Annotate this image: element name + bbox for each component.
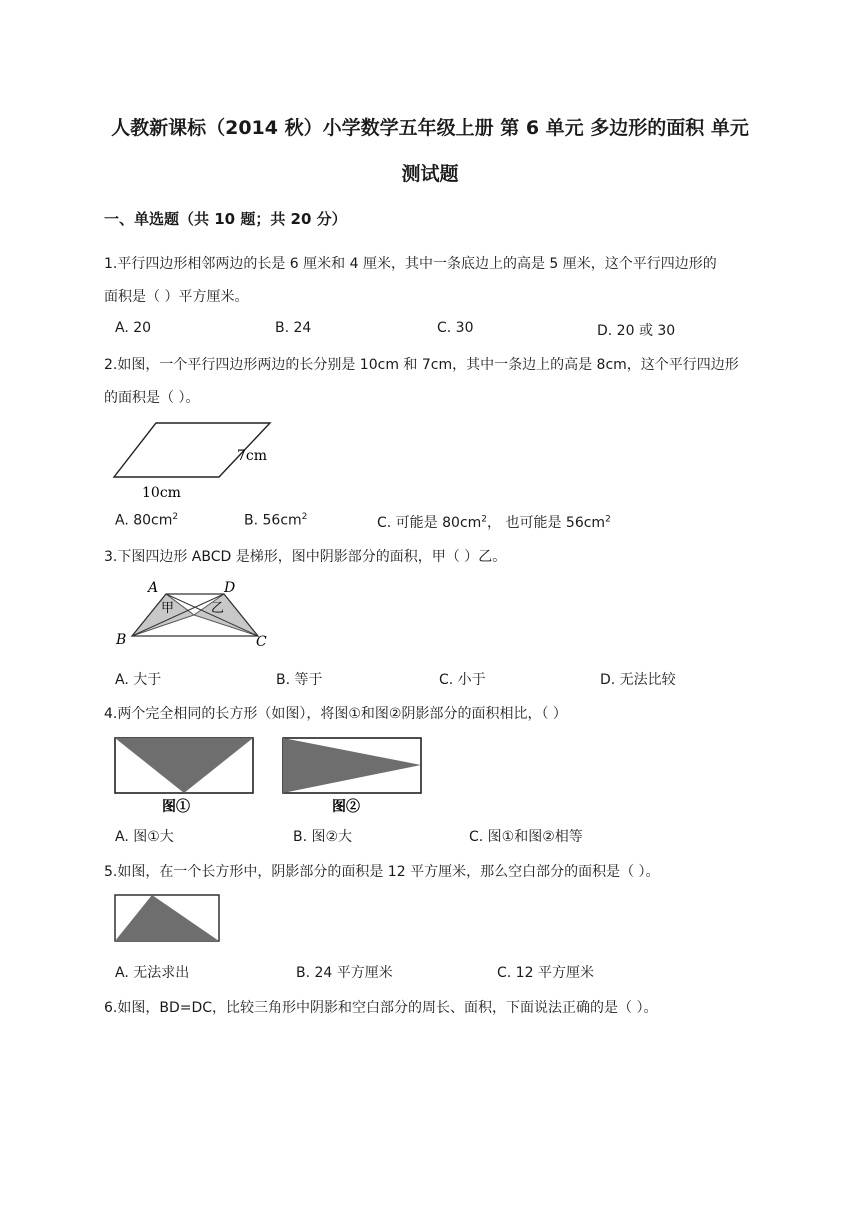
- document-title-line2: 测试题: [401, 163, 459, 185]
- question-2-option-b[interactable]: B. $56cm^2$: [244, 512, 308, 529]
- question-1-option-b[interactable]: B. 24: [275, 320, 312, 336]
- question-4-option-a[interactable]: A. 图①大: [115, 829, 174, 845]
- shaded-triangle-yi: [194, 594, 258, 636]
- region-label-jia: 甲: [161, 601, 175, 616]
- question-1-option-d[interactable]: D. 20 或 30: [597, 323, 676, 339]
- question-6-text-line1: 6.如图，BD=DC，比较三角形中阴影和空白部分的周长、面积，下面说法正确的是（ ）。: [104, 1000, 658, 1016]
- question-1-text-line2: 面积是（ ）平方厘米。: [104, 289, 249, 305]
- question-1-option-a[interactable]: A. 20: [115, 320, 152, 336]
- question-2-parallelogram-figure: [104, 410, 284, 505]
- figure-1-caption: 图①: [162, 799, 190, 815]
- question-3-trapezoid-figure: [104, 572, 279, 652]
- shaded-triangle-figure-2: [283, 738, 421, 793]
- question-3-option-a[interactable]: A. 大于: [115, 672, 162, 688]
- shaded-triangle: [115, 895, 219, 941]
- question-5-rectangle-figure: [112, 893, 222, 945]
- question-1-option-c[interactable]: C. 30: [437, 320, 474, 336]
- question-3-option-b[interactable]: B. 等于: [276, 672, 323, 688]
- section-heading: 一、单选题（共 10 题；共 20 分）: [104, 210, 347, 228]
- question-4-rectangles-figure: [112, 734, 427, 820]
- parallelogram-side-label: 7cm: [237, 448, 268, 464]
- question-2-text-line1: 2.如图，一个平行四边形两边的长分别是 10cm 和 7cm，其中一条边上的高是 8cm，这个平行四边形: [104, 357, 739, 373]
- question-1-text-line1: 1.平行四边形相邻两边的长是 6 厘米和 4 厘米，其中一条底边上的高是 5 厘米，这个平行四边形的: [104, 256, 717, 272]
- question-2-option-a[interactable]: A. $80cm^2$: [115, 512, 179, 529]
- vertex-label-b: B: [116, 632, 127, 648]
- region-label-yi: 乙: [211, 601, 225, 616]
- question-5-option-c[interactable]: C. 12 平方厘米: [497, 965, 594, 981]
- question-2-text-line2: 的面积是（ ）。: [104, 390, 200, 406]
- question-3-option-c[interactable]: C. 小于: [439, 672, 486, 688]
- question-5-option-b[interactable]: B. 24 平方厘米: [296, 965, 393, 981]
- question-4-text-line1: 4.两个完全相同的长方形（如图），将图①和图②阴影部分的面积相比，（ ）: [104, 706, 567, 722]
- question-4-option-b[interactable]: B. 图②大: [293, 829, 353, 845]
- vertex-label-a: A: [148, 580, 159, 596]
- shaded-triangle-figure-1: [115, 738, 253, 793]
- vertex-label-c: C: [256, 634, 267, 650]
- question-3-option-d[interactable]: D. 无法比较: [600, 672, 676, 688]
- document-title-line1: 人教新课标（2014 秋）小学数学五年级上册 第 6 单元 多边形的面积 单元: [111, 117, 749, 139]
- question-4-option-c[interactable]: C. 图①和图②相等: [469, 829, 583, 845]
- figure-2-caption: 图②: [332, 799, 360, 815]
- question-3-text-line1: 3.下图四边形 ABCD 是梯形，图中阴影部分的面积，甲（ ）乙。: [104, 549, 507, 565]
- question-2-option-c[interactable]: C. 可能是 $80cm^2$， 也可能是 $56cm^2$: [377, 514, 611, 531]
- question-5-text-line1: 5.如图，在一个长方形中，阴影部分的面积是 12 平方厘米，那么空白部分的面积是（ ）。: [104, 864, 660, 880]
- vertex-label-d: D: [224, 580, 236, 596]
- parallelogram-base-label: 10cm: [142, 485, 181, 501]
- question-5-option-a[interactable]: A. 无法求出: [115, 965, 190, 981]
